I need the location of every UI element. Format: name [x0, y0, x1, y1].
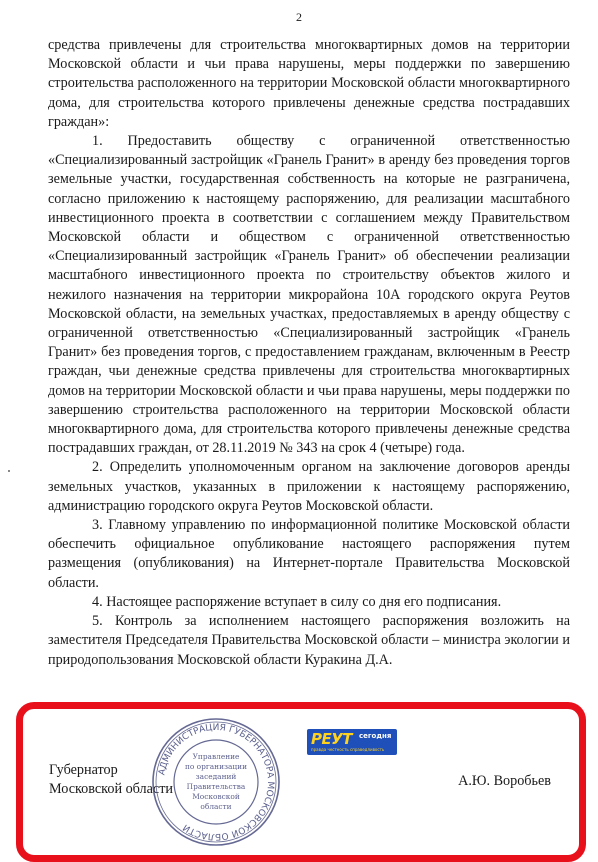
stamp-line-4: Правительства	[186, 782, 246, 791]
margin-mark	[8, 470, 10, 472]
document-body	[48, 36, 570, 670]
clause-3: 3. Главному управлению по информационной политике Московской области обеспечить официальное опубликование настоящего распоряжения путем размещения (опубликования) на Интернет-портале Правительства Московской области.	[48, 517, 570, 591]
signature-highlight-frame	[16, 702, 586, 862]
clause-2: 2. Определить уполномоченным органом на заключение договоров аренды земельных участков, указанных в приложении к настоящему распоряжению, администрацию городского округа Реутов Московской области.	[48, 459, 570, 514]
logo-tagline: правда честность справедливость	[311, 747, 385, 752]
stamp-line-1: Управление	[192, 752, 240, 761]
logo-sub-text: сегодня	[359, 732, 392, 740]
official-stamp	[149, 715, 283, 849]
page-number: 2	[296, 10, 302, 24]
stamp-line-3: заседаний	[195, 772, 237, 781]
stamp-line-5: Московской	[192, 792, 240, 801]
logo-main-text: РЕУТ	[311, 730, 353, 748]
stamp-ring-text: АДМИНИСТРАЦИЯ ГУБЕРНАТОРА МОСКОВСКОЙ ОБЛАСТИ	[157, 722, 276, 842]
clause-1: 1. Предоставить обществу с ограниченной ответственностью «Специализированный застройщик «Гранель Гранит» в аренду без проведения торгов земельные участки, государственная собственность на которые не разграничена, согласно приложению к настоящему распоряжению, для реализации масштабного инвестиционного проекта в соответствии с соглашением между Правительством Московской области и обществом с ограниченной ответственностью «Специализированный застройщик «Гранель Гранит» об обеспечении реализации масштабного инвестиционного проекта по строительству объектов жилого и нежилого назначения на территории микрорайона 10А городского округа Реутов Московской области, на земельных участках, предоставляемых в аренду обществу с ограниченной ответственностью «Специализированный застройщик «Гранель Гранит» без проведения торгов, с предоставлением гражданам, включенным в Реестр граждан, чьи денежные средства привлечены для строительства многоквартирных домов на территории Московской области и чьи права нарушены, меры поддержки по завершению строительства расположенного на территории Московской области многоквартирного дома, для строительства которого привлечены денежные средства пострадавших граждан, от 28.11.2019 № 343 на срок 4 (четыре) года.	[48, 133, 570, 457]
intro-paragraph: средства привлечены для строительства многоквартирных домов на территории Московской области и чьи права нарушены, меры поддержки по завершению строительства расположенного на территории Московской области многоквартирного дома, для строительства которого привлечены денежные средства пострадавших граждан»:	[48, 37, 570, 130]
clause-4: 4. Настоящее распоряжение вступает в силу со дня его подписания.	[92, 593, 502, 610]
signatory-title-line2: Московской области	[49, 781, 174, 797]
stamp-line-6: области	[200, 802, 232, 811]
reut-segodnya-logo	[307, 729, 397, 755]
clause-5: 5. Контроль за исполнением настоящего распоряжения возложить на заместителя Председателя Правительства Московской области – министра экологии и природопользования Московской области Куракина Д.А.	[48, 613, 570, 668]
signatory-title-line1: Губернатор	[49, 762, 118, 778]
signatory-name: А.Ю. Воробьев	[458, 773, 551, 789]
stamp-line-2: по организации	[184, 762, 248, 771]
